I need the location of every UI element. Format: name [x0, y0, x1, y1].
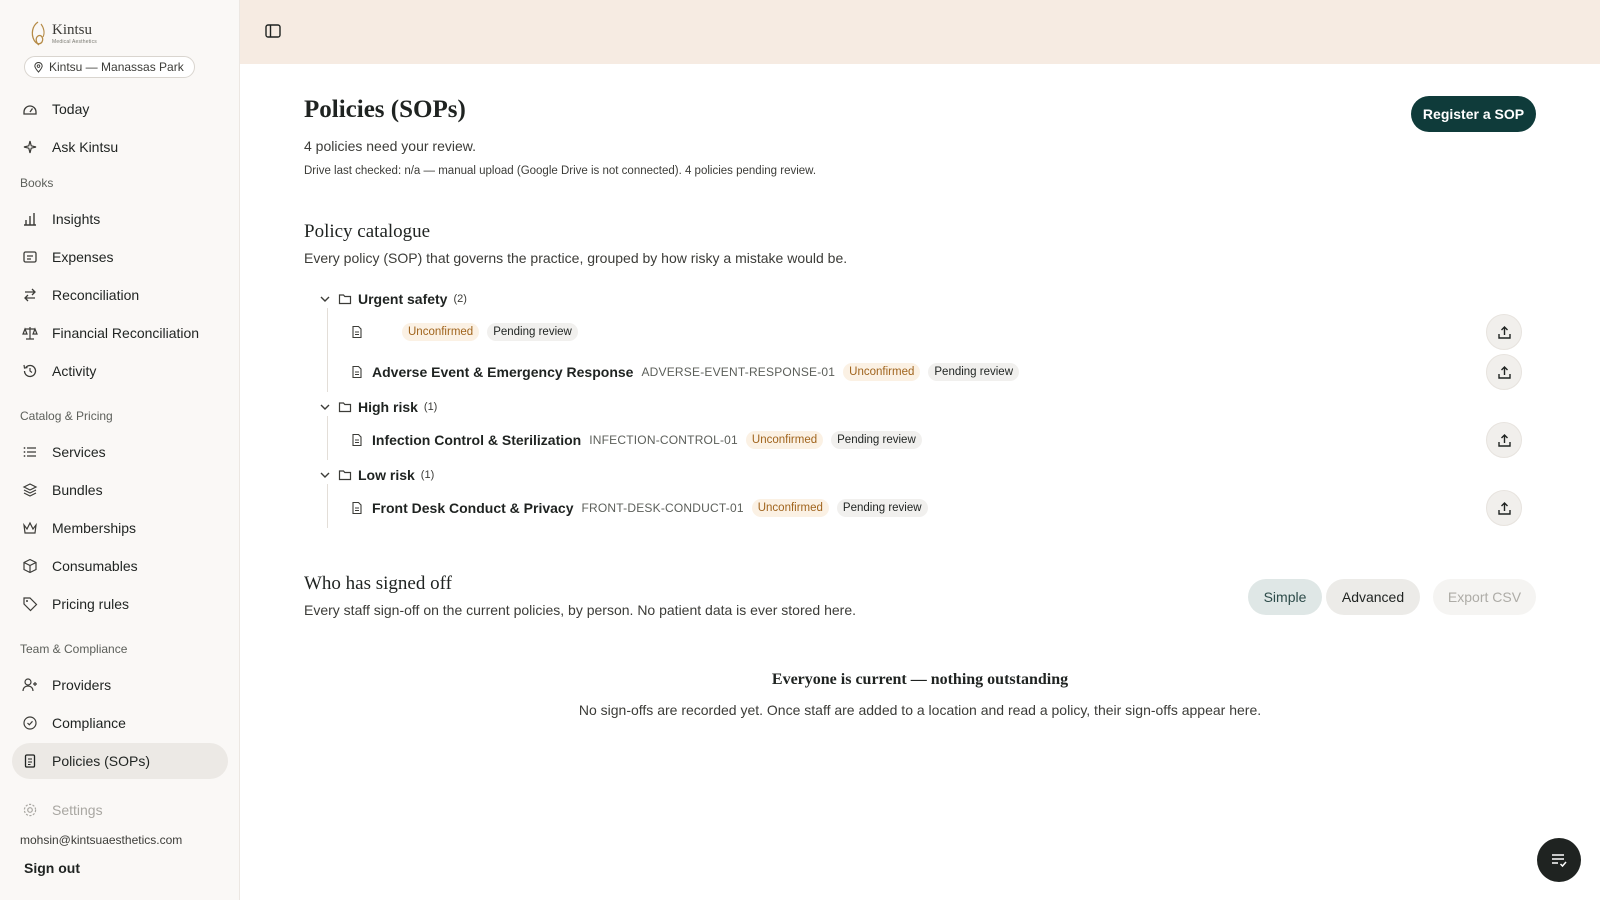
nav-label: Bundles: [52, 482, 103, 498]
catalogue-subtitle: Every policy (SOP) that governs the practice, grouped by how risky a mistake would be.: [304, 250, 848, 266]
nav-item-reconciliation[interactable]: [12, 277, 228, 313]
nav-label: Providers: [52, 677, 112, 693]
nav-section-team: Team & Compliance: [20, 642, 128, 656]
nav-label: Policies (SOPs): [52, 753, 151, 769]
kintsu-logo-icon: [28, 20, 48, 48]
user-plus-icon: [22, 677, 38, 693]
tree-guide-line: [327, 416, 328, 460]
status-badge: Unconfirmed: [843, 363, 920, 381]
export-csv-button[interactable]: Export CSV: [1433, 579, 1536, 615]
top-bar: [240, 0, 1600, 64]
gear-icon: [22, 802, 38, 818]
nav-label: Services: [52, 444, 106, 460]
status-badge: Unconfirmed: [752, 499, 829, 517]
nav-label: Expenses: [52, 249, 114, 265]
documents-icon: [22, 753, 38, 769]
sidebar-toggle-icon[interactable]: [264, 22, 282, 40]
empty-state-title: Everyone is current — nothing outstanding: [771, 671, 1069, 688]
gauge-icon: [22, 101, 38, 117]
group-name: Urgent safety: [358, 291, 448, 307]
review-badge: Pending review: [831, 431, 922, 449]
crown-icon: [22, 520, 38, 536]
arrows-swap-icon: [22, 287, 38, 303]
register-sop-button[interactable]: Register a SOP: [1411, 96, 1536, 132]
badge-check-icon: [22, 715, 38, 731]
group-name: Low risk: [358, 467, 415, 483]
group-urgent-safety[interactable]: [318, 289, 467, 309]
policy-code: FRONT-DESK-CONDUCT-01: [581, 501, 744, 515]
nav-section-catalog: Catalog & Pricing: [20, 409, 113, 423]
group-count: (1): [423, 401, 438, 413]
nav-label: Activity: [52, 363, 97, 379]
nav-label: Reconciliation: [52, 287, 140, 303]
nav-label: Financial Reconciliation: [52, 325, 200, 341]
location-selector[interactable]: [24, 56, 195, 78]
upload-button[interactable]: [1486, 490, 1522, 526]
chevron-down-icon[interactable]: [318, 468, 332, 482]
tree-guide-line: [327, 308, 328, 392]
signoff-subtitle: Every staff sign-off on the current policies, by person. No patient data is ever stored here.: [304, 602, 857, 618]
view-simple-button[interactable]: Simple: [1248, 579, 1322, 615]
review-badge: Pending review: [487, 323, 578, 341]
group-name: High risk: [358, 399, 418, 415]
status-badge: Unconfirmed: [746, 431, 823, 449]
layers-icon: [22, 482, 38, 498]
upload-button[interactable]: [1486, 314, 1522, 350]
folder-icon: [338, 468, 352, 482]
location-label: Kintsu — Manassas Park: [49, 60, 184, 74]
nav-label: Insights: [52, 211, 101, 227]
policy-row[interactable]: [350, 429, 922, 451]
chevron-down-icon[interactable]: [318, 292, 332, 306]
nav-label: Settings: [52, 802, 103, 818]
nav-item-ask-kintsu[interactable]: [12, 129, 228, 165]
scale-icon: [22, 325, 38, 341]
nav-label: Compliance: [52, 715, 126, 731]
nav-item-settings[interactable]: [12, 792, 228, 828]
upload-button[interactable]: [1486, 354, 1522, 390]
nav-item-insights[interactable]: [12, 201, 228, 237]
catalogue-title: Policy catalogue: [304, 221, 431, 242]
brand-name: Kintsu: [52, 22, 93, 38]
nav-item-consumables[interactable]: [12, 548, 228, 584]
brand-subtitle: Medical Aesthetics: [52, 39, 98, 45]
nav-item-financial-reconciliation[interactable]: [12, 315, 228, 351]
policy-name: Adverse Event & Emergency Response: [372, 364, 634, 380]
signoff-title: Who has signed off: [304, 573, 452, 594]
upload-icon: [1497, 365, 1512, 380]
upload-button[interactable]: [1486, 422, 1522, 458]
empty-state-text: No sign-offs are recorded yet. Once staff are added to a location and read a policy, their sign-offs appear here.: [578, 702, 1262, 718]
chevron-down-icon[interactable]: [318, 400, 332, 414]
tree-guide-line: [327, 484, 328, 528]
group-high-risk[interactable]: [318, 397, 437, 417]
document-icon: [350, 501, 364, 515]
assistant-fab[interactable]: [1537, 838, 1581, 882]
group-count: (2): [453, 293, 467, 305]
review-badge: Pending review: [928, 363, 1019, 381]
nav-item-compliance[interactable]: [12, 705, 228, 741]
folder-icon: [338, 292, 352, 306]
document-icon: [350, 325, 364, 339]
policy-name: Front Desk Conduct & Privacy: [372, 500, 574, 516]
policy-name: Infection Control & Sterilization: [372, 432, 582, 448]
nav-item-policies[interactable]: [12, 743, 228, 779]
policy-row[interactable]: [350, 361, 1019, 383]
policy-code: INFECTION-CONTROL-01: [589, 433, 738, 447]
nav-label: Consumables: [52, 558, 138, 574]
upload-icon: [1497, 325, 1512, 340]
nav-item-memberships[interactable]: [12, 510, 228, 546]
sidebar: [0, 0, 240, 900]
policy-row[interactable]: [350, 321, 578, 343]
document-icon: [350, 365, 364, 379]
page-subtitle: 4 policies need your review.: [304, 138, 476, 154]
user-email: mohsin@kintsuaesthetics.com: [20, 833, 183, 847]
upload-icon: [1497, 501, 1512, 516]
list-check-icon: [1550, 851, 1568, 869]
nav-label: Today: [52, 101, 90, 117]
nav-item-activity[interactable]: [12, 353, 228, 389]
tag-icon: [22, 596, 38, 612]
review-badge: Pending review: [837, 499, 928, 517]
nav-item-pricing-rules[interactable]: [12, 586, 228, 622]
list-icon: [22, 444, 38, 460]
nav-item-services[interactable]: [12, 434, 228, 470]
nav-item-expenses[interactable]: [12, 239, 228, 275]
sign-out-button[interactable]: Sign out: [24, 860, 80, 876]
nav-item-bundles[interactable]: [12, 472, 228, 508]
history-icon: [22, 363, 38, 379]
brand-logo[interactable]: [28, 20, 97, 48]
nav-item-providers[interactable]: [12, 667, 228, 703]
nav-section-books: Books: [20, 176, 54, 190]
map-pin-icon: [33, 62, 44, 73]
package-icon: [22, 558, 38, 574]
policy-code: ADVERSE-EVENT-RESPONSE-01: [641, 365, 836, 379]
nav-label: Ask Kintsu: [52, 139, 119, 155]
nav-label: Memberships: [52, 520, 137, 536]
document-icon: [350, 433, 364, 447]
sparkle-icon: [22, 139, 38, 155]
nav-item-today[interactable]: [12, 91, 228, 127]
policy-row[interactable]: [350, 497, 928, 519]
view-advanced-button[interactable]: Advanced: [1326, 579, 1420, 615]
nav-label: Pricing rules: [52, 596, 130, 612]
status-badge: Unconfirmed: [402, 323, 479, 341]
group-count: (1): [420, 469, 435, 481]
bar-chart-icon: [22, 211, 38, 227]
folder-icon: [338, 400, 352, 414]
drive-status-note: Drive last checked: n/a — manual upload (Google Drive is not connected). 4 policies pending review.: [304, 165, 817, 177]
page-title: Policies (SOPs): [304, 96, 466, 123]
group-low-risk[interactable]: [318, 465, 434, 485]
receipt-icon: [22, 249, 38, 265]
upload-icon: [1497, 433, 1512, 448]
